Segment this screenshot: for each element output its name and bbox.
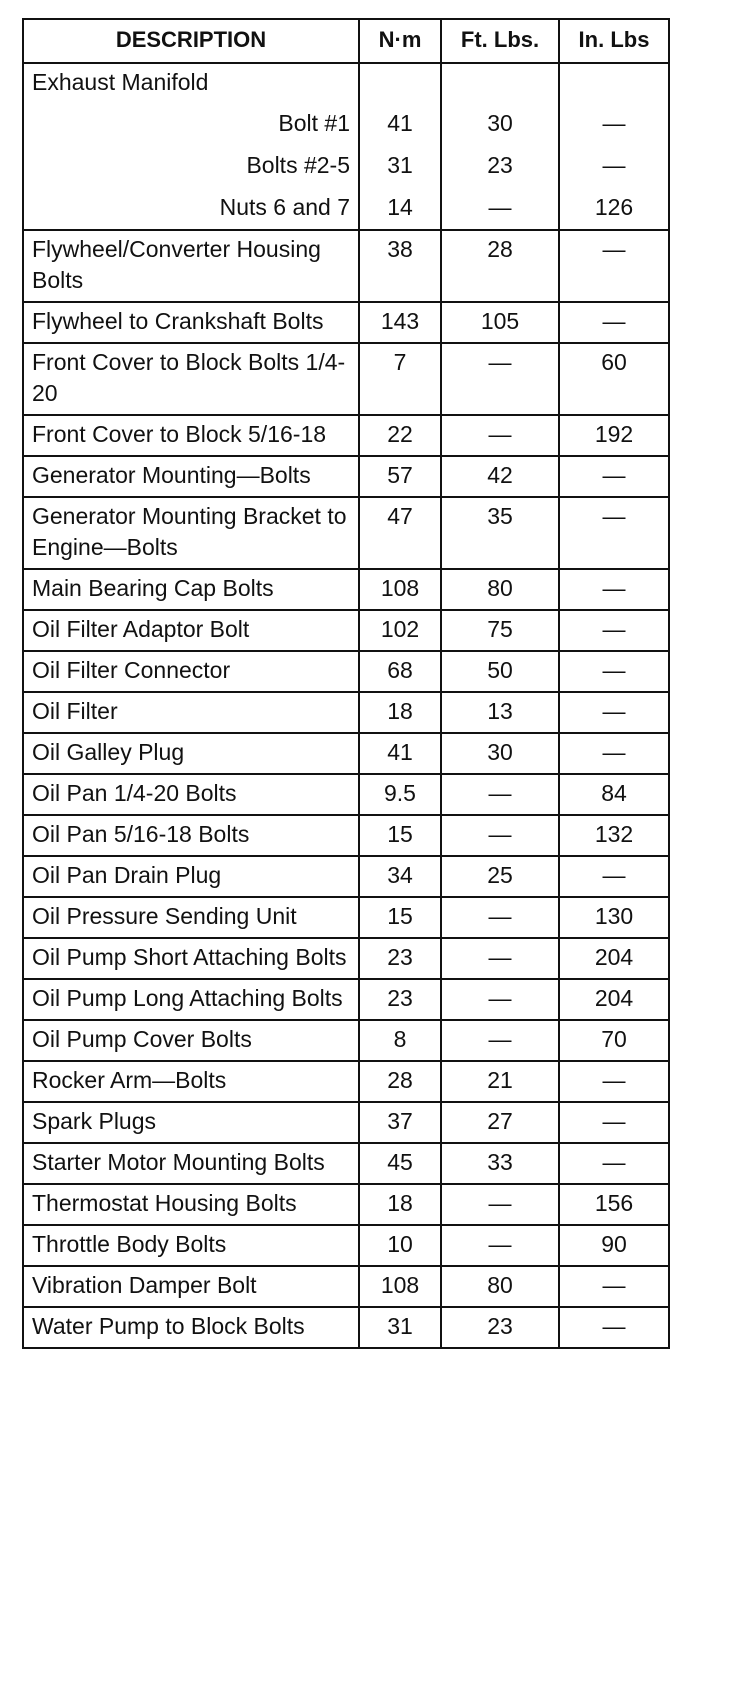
row-nm-value: 108 [359, 569, 441, 610]
table-row [23, 692, 669, 733]
row-description: Water Pump to Block Bolts [23, 1307, 359, 1348]
row-ft-lbs-value: 75 [441, 610, 559, 651]
row-ft-lbs-value: — [441, 897, 559, 938]
row-nm-value: 22 [359, 415, 441, 456]
row-nm-value: 10 [359, 1225, 441, 1266]
header-row [23, 19, 669, 63]
row-in-lbs-value: — [559, 569, 669, 610]
table-body [23, 63, 669, 1348]
table-row [23, 651, 669, 692]
row-description: Oil Filter [23, 692, 359, 733]
row-ft-lbs-value: — [441, 938, 559, 979]
sub-ft-lbs-value: — [441, 187, 559, 230]
row-description: Throttle Body Bolts [23, 1225, 359, 1266]
row-in-lbs-value: — [559, 456, 669, 497]
row-nm-value: 18 [359, 692, 441, 733]
table-row-sub [23, 145, 669, 187]
row-nm-value: 31 [359, 1307, 441, 1348]
row-ft-lbs-value: 23 [441, 1307, 559, 1348]
row-description: Generator Mounting—Bolts [23, 456, 359, 497]
row-description: Oil Pan Drain Plug [23, 856, 359, 897]
table-row [23, 497, 669, 569]
group-title-ft-empty [441, 63, 559, 103]
row-in-lbs-value: — [559, 497, 669, 569]
row-in-lbs-value: 90 [559, 1225, 669, 1266]
row-nm-value: 38 [359, 230, 441, 302]
row-in-lbs-value: 132 [559, 815, 669, 856]
header-ft-lbs: Ft. Lbs. [441, 19, 559, 63]
table-row [23, 343, 669, 415]
row-nm-value: 41 [359, 733, 441, 774]
row-in-lbs-value: 70 [559, 1020, 669, 1061]
table-row-group-title [23, 63, 669, 103]
row-ft-lbs-value: — [441, 1184, 559, 1225]
row-in-lbs-value: — [559, 651, 669, 692]
group-title-nm-empty [359, 63, 441, 103]
row-ft-lbs-value: 13 [441, 692, 559, 733]
row-in-lbs-value: — [559, 692, 669, 733]
row-nm-value: 9.5 [359, 774, 441, 815]
row-in-lbs-value: 204 [559, 938, 669, 979]
row-description: Rocker Arm—Bolts [23, 1061, 359, 1102]
torque-spec-table [22, 18, 670, 1349]
row-ft-lbs-value: — [441, 415, 559, 456]
row-nm-value: 37 [359, 1102, 441, 1143]
row-ft-lbs-value: 33 [441, 1143, 559, 1184]
row-description: Front Cover to Block 5/16-18 [23, 415, 359, 456]
row-nm-value: 28 [359, 1061, 441, 1102]
table-row [23, 815, 669, 856]
row-in-lbs-value: 130 [559, 897, 669, 938]
header-nm: N·m [359, 19, 441, 63]
row-in-lbs-value: — [559, 1143, 669, 1184]
table-row [23, 1102, 669, 1143]
row-description: Oil Filter Connector [23, 651, 359, 692]
row-description: Vibration Damper Bolt [23, 1266, 359, 1307]
table-row [23, 569, 669, 610]
table-row [23, 897, 669, 938]
header-in-lbs: In. Lbs [559, 19, 669, 63]
row-nm-value: 57 [359, 456, 441, 497]
row-ft-lbs-value: — [441, 1225, 559, 1266]
row-description: Flywheel/Converter Housing Bolts [23, 230, 359, 302]
header-description: DESCRIPTION [23, 19, 359, 63]
row-nm-value: 102 [359, 610, 441, 651]
row-in-lbs-value: — [559, 1307, 669, 1348]
row-in-lbs-value: 84 [559, 774, 669, 815]
row-in-lbs-value: — [559, 610, 669, 651]
row-in-lbs-value: — [559, 302, 669, 343]
row-in-lbs-value: — [559, 1061, 669, 1102]
row-in-lbs-value: — [559, 1266, 669, 1307]
row-description: Flywheel to Crankshaft Bolts [23, 302, 359, 343]
row-ft-lbs-value: 27 [441, 1102, 559, 1143]
row-description: Oil Filter Adaptor Bolt [23, 610, 359, 651]
row-nm-value: 15 [359, 815, 441, 856]
table-row [23, 415, 669, 456]
row-in-lbs-value: — [559, 856, 669, 897]
table-row [23, 938, 669, 979]
row-nm-value: 45 [359, 1143, 441, 1184]
table-row [23, 1184, 669, 1225]
row-in-lbs-value: 156 [559, 1184, 669, 1225]
group-title: Exhaust Manifold [23, 63, 359, 103]
row-ft-lbs-value: 50 [441, 651, 559, 692]
row-ft-lbs-value: 28 [441, 230, 559, 302]
group-title-in-empty [559, 63, 669, 103]
row-in-lbs-value: — [559, 1102, 669, 1143]
sub-ft-lbs-value: 23 [441, 145, 559, 187]
row-ft-lbs-value: — [441, 343, 559, 415]
row-nm-value: 8 [359, 1020, 441, 1061]
sub-description: Bolts #2-5 [23, 145, 359, 187]
sub-in-lbs-value: — [559, 145, 669, 187]
row-description: Oil Pan 1/4-20 Bolts [23, 774, 359, 815]
table-row-sub [23, 103, 669, 145]
row-nm-value: 15 [359, 897, 441, 938]
row-description: Main Bearing Cap Bolts [23, 569, 359, 610]
row-nm-value: 7 [359, 343, 441, 415]
row-in-lbs-value: — [559, 230, 669, 302]
row-description: Oil Pan 5/16-18 Bolts [23, 815, 359, 856]
row-description: Oil Pump Long Attaching Bolts [23, 979, 359, 1020]
row-description: Oil Pump Cover Bolts [23, 1020, 359, 1061]
row-description: Generator Mounting Bracket to Engine—Bolts [23, 497, 359, 569]
table-row [23, 1020, 669, 1061]
row-in-lbs-value: — [559, 733, 669, 774]
row-ft-lbs-value: 105 [441, 302, 559, 343]
row-ft-lbs-value: 30 [441, 733, 559, 774]
row-ft-lbs-value: — [441, 774, 559, 815]
row-nm-value: 47 [359, 497, 441, 569]
row-nm-value: 108 [359, 1266, 441, 1307]
row-ft-lbs-value: 21 [441, 1061, 559, 1102]
sub-description: Bolt #1 [23, 103, 359, 145]
row-nm-value: 68 [359, 651, 441, 692]
table-row [23, 610, 669, 651]
row-ft-lbs-value: 80 [441, 569, 559, 610]
row-description: Thermostat Housing Bolts [23, 1184, 359, 1225]
row-in-lbs-value: 192 [559, 415, 669, 456]
table-row [23, 1143, 669, 1184]
table-row-sub [23, 187, 669, 230]
row-description: Oil Galley Plug [23, 733, 359, 774]
table-row [23, 1225, 669, 1266]
table-row [23, 230, 669, 302]
row-ft-lbs-value: — [441, 979, 559, 1020]
table-row [23, 302, 669, 343]
table-row [23, 774, 669, 815]
row-description: Oil Pressure Sending Unit [23, 897, 359, 938]
row-nm-value: 18 [359, 1184, 441, 1225]
row-ft-lbs-value: 35 [441, 497, 559, 569]
table-row [23, 856, 669, 897]
sub-ft-lbs-value: 30 [441, 103, 559, 145]
row-nm-value: 143 [359, 302, 441, 343]
row-nm-value: 23 [359, 979, 441, 1020]
row-description: Front Cover to Block Bolts 1/4-20 [23, 343, 359, 415]
row-in-lbs-value: 204 [559, 979, 669, 1020]
sub-description: Nuts 6 and 7 [23, 187, 359, 230]
row-description: Oil Pump Short Attaching Bolts [23, 938, 359, 979]
table-row [23, 733, 669, 774]
table-row [23, 1266, 669, 1307]
row-description: Spark Plugs [23, 1102, 359, 1143]
row-nm-value: 23 [359, 938, 441, 979]
row-ft-lbs-value: 25 [441, 856, 559, 897]
table-row [23, 1307, 669, 1348]
sub-nm-value: 41 [359, 103, 441, 145]
row-in-lbs-value: 60 [559, 343, 669, 415]
row-ft-lbs-value: — [441, 815, 559, 856]
row-nm-value: 34 [359, 856, 441, 897]
table-row [23, 1061, 669, 1102]
row-ft-lbs-value: — [441, 1020, 559, 1061]
table-row [23, 456, 669, 497]
sub-nm-value: 31 [359, 145, 441, 187]
sub-nm-value: 14 [359, 187, 441, 230]
sub-in-lbs-value: 126 [559, 187, 669, 230]
row-ft-lbs-value: 80 [441, 1266, 559, 1307]
table-row [23, 979, 669, 1020]
row-ft-lbs-value: 42 [441, 456, 559, 497]
row-description: Starter Motor Mounting Bolts [23, 1143, 359, 1184]
sub-in-lbs-value: — [559, 103, 669, 145]
torque-spec-sheet [22, 18, 668, 1349]
